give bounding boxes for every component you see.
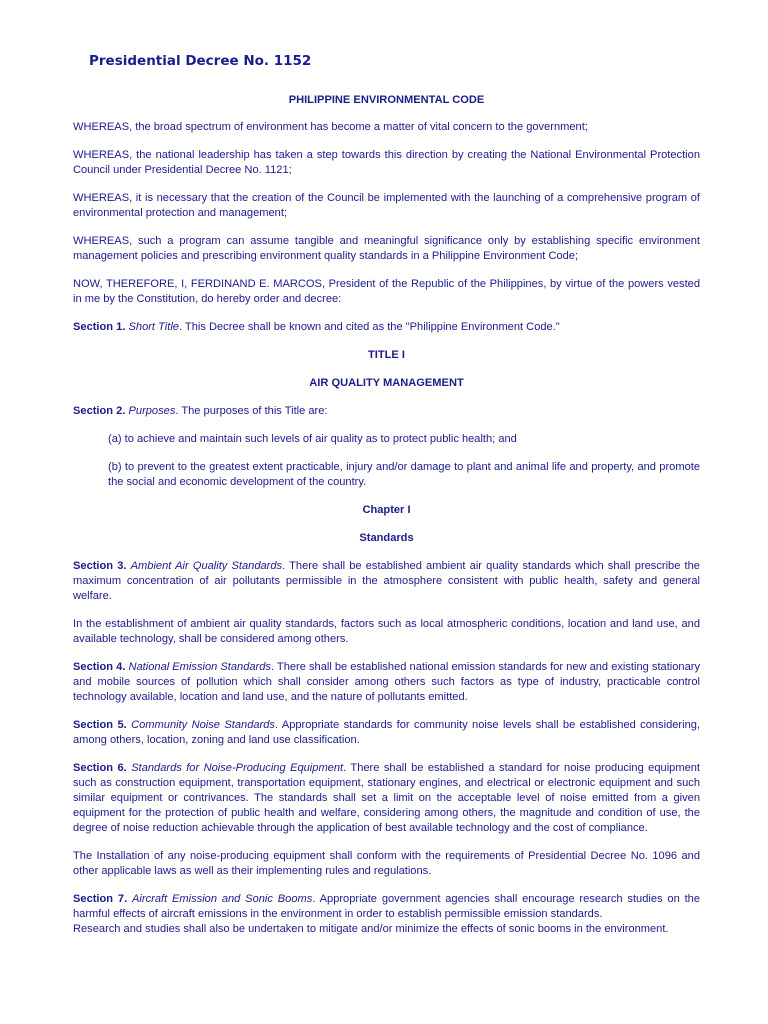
section-5-label: Section 5.	[73, 719, 127, 731]
section-6-text: . There shall be established a standard for noise producing equipment such as construction equipment, transportation equipment, stationary engines, and electrical or electronic equipment and such similar equipment or contrivances. The standards shall set a limit on the acceptable level of noise emitted from a given equipment for the protection of public health and welfare, considering among others, the magnitude and condition of use, the degree of noise reduction achievable through the application of best available technology and the cost of compliance.	[73, 762, 700, 834]
section-1-title: Short Title	[128, 321, 179, 333]
section-3-label: Section 3.	[73, 560, 127, 572]
section-1-text: . This Decree shall be known and cited as the "Philippine Environment Code."	[178, 321, 560, 333]
section-6-title: Standards for Noise-Producing Equipment	[131, 762, 344, 774]
section-4-title: National Emission Standards	[128, 661, 271, 673]
section-5-title: Community Noise Standards	[131, 719, 275, 731]
document-body	[73, 93, 700, 950]
section-7-label: Section 7.	[73, 893, 128, 905]
section-4-label: Section 4.	[73, 661, 126, 673]
chapter-1-number: Chapter I	[362, 504, 411, 516]
section-2	[73, 404, 700, 419]
chapter-1-name: Standards	[359, 532, 414, 544]
section-6-paragraph-2: The Installation of any noise-producing equipment shall conform with the requirements of Presidential Decree No. 1096 and other applicable laws as well as their implementing rules and regulations.	[73, 850, 700, 877]
whereas-clause-3: WHEREAS, it is necessary that the creation of the Council be implemented with the launching of a comprehensive program of environmental protection and management;	[73, 192, 700, 219]
code-title: PHILIPPINE ENVIRONMENTAL CODE	[288, 94, 485, 106]
section-5-text: . Appropriate standards for community noise levels shall be established considering, among others, location, zoning and land use classification.	[73, 719, 700, 746]
section-4-text: . There shall be established national emission standards for new and existing stationary and mobile sources of pollution which shall consider among others such factors as type of industry, practicable control technology available, location and land use, and the nature of pollutants emitted.	[73, 661, 700, 703]
whereas-clause-1: WHEREAS, the broad spectrum of environment has become a matter of vital concern to the government;	[73, 121, 588, 133]
section-7	[73, 892, 700, 922]
section-7-paragraph-2: Research and studies shall also be undertaken to mitigate and/or minimize the effects of sonic booms in the environment.	[73, 923, 669, 935]
section-7-title: Aircraft Emission and Sonic Booms	[132, 893, 313, 905]
section-1	[73, 320, 700, 335]
section-2-label: Section 2.	[73, 405, 126, 417]
now-therefore-clause: NOW, THEREFORE, I, FERDINAND E. MARCOS, President of the Republic of the Philippines, by virtue of the powers vested in me by the Constitution, do hereby order and decree:	[73, 278, 700, 305]
section-3-paragraph-2: In the establishment of ambient air quality standards, factors such as local atmospheric conditions, location and land use, and available technology, shall be considered among others.	[73, 618, 700, 645]
section-2-item-a: (a) to achieve and maintain such levels of air quality as to protect public health; and	[108, 433, 517, 445]
section-3-text: . There shall be established ambient air quality standards which shall prescribe the maximum concentration of air pollutants permissible in the atmosphere consistent with public health, safety and general welfare.	[73, 560, 700, 602]
section-3	[73, 559, 700, 604]
section-6-label: Section 6.	[73, 762, 127, 774]
section-3-title: Ambient Air Quality Standards	[130, 560, 283, 572]
whereas-clause-4: WHEREAS, such a program can assume tangible and meaningful significance only by establishing specific environment management policies and prescribing environment quality standards in a Philippine Environment Code;	[73, 235, 700, 262]
section-4	[73, 660, 700, 705]
section-1-label: Section 1.	[73, 321, 126, 333]
section-5	[73, 718, 700, 748]
document-heading: Presidential Decree No. 1152	[89, 53, 312, 69]
section-6	[73, 761, 700, 836]
title-1-number: TITLE I	[368, 349, 405, 361]
section-2-title: Purposes	[128, 405, 176, 417]
whereas-clause-2: WHEREAS, the national leadership has taken a step towards this direction by creating the National Environmental Protection Council under Presidential Decree No. 1121;	[73, 149, 700, 176]
section-2-text: . The purposes of this Title are:	[175, 405, 328, 417]
section-7-text: . Appropriate government agencies shall encourage research studies on the harmful effects of aircraft emissions in the environment in order to establish permissible emission standards.	[73, 893, 701, 920]
section-2-item-b: (b) to prevent to the greatest extent practicable, injury and/or damage to plant and animal life and property, and promote the social and economic development of the country.	[108, 461, 700, 488]
title-1-name: AIR QUALITY MANAGEMENT	[309, 377, 464, 389]
